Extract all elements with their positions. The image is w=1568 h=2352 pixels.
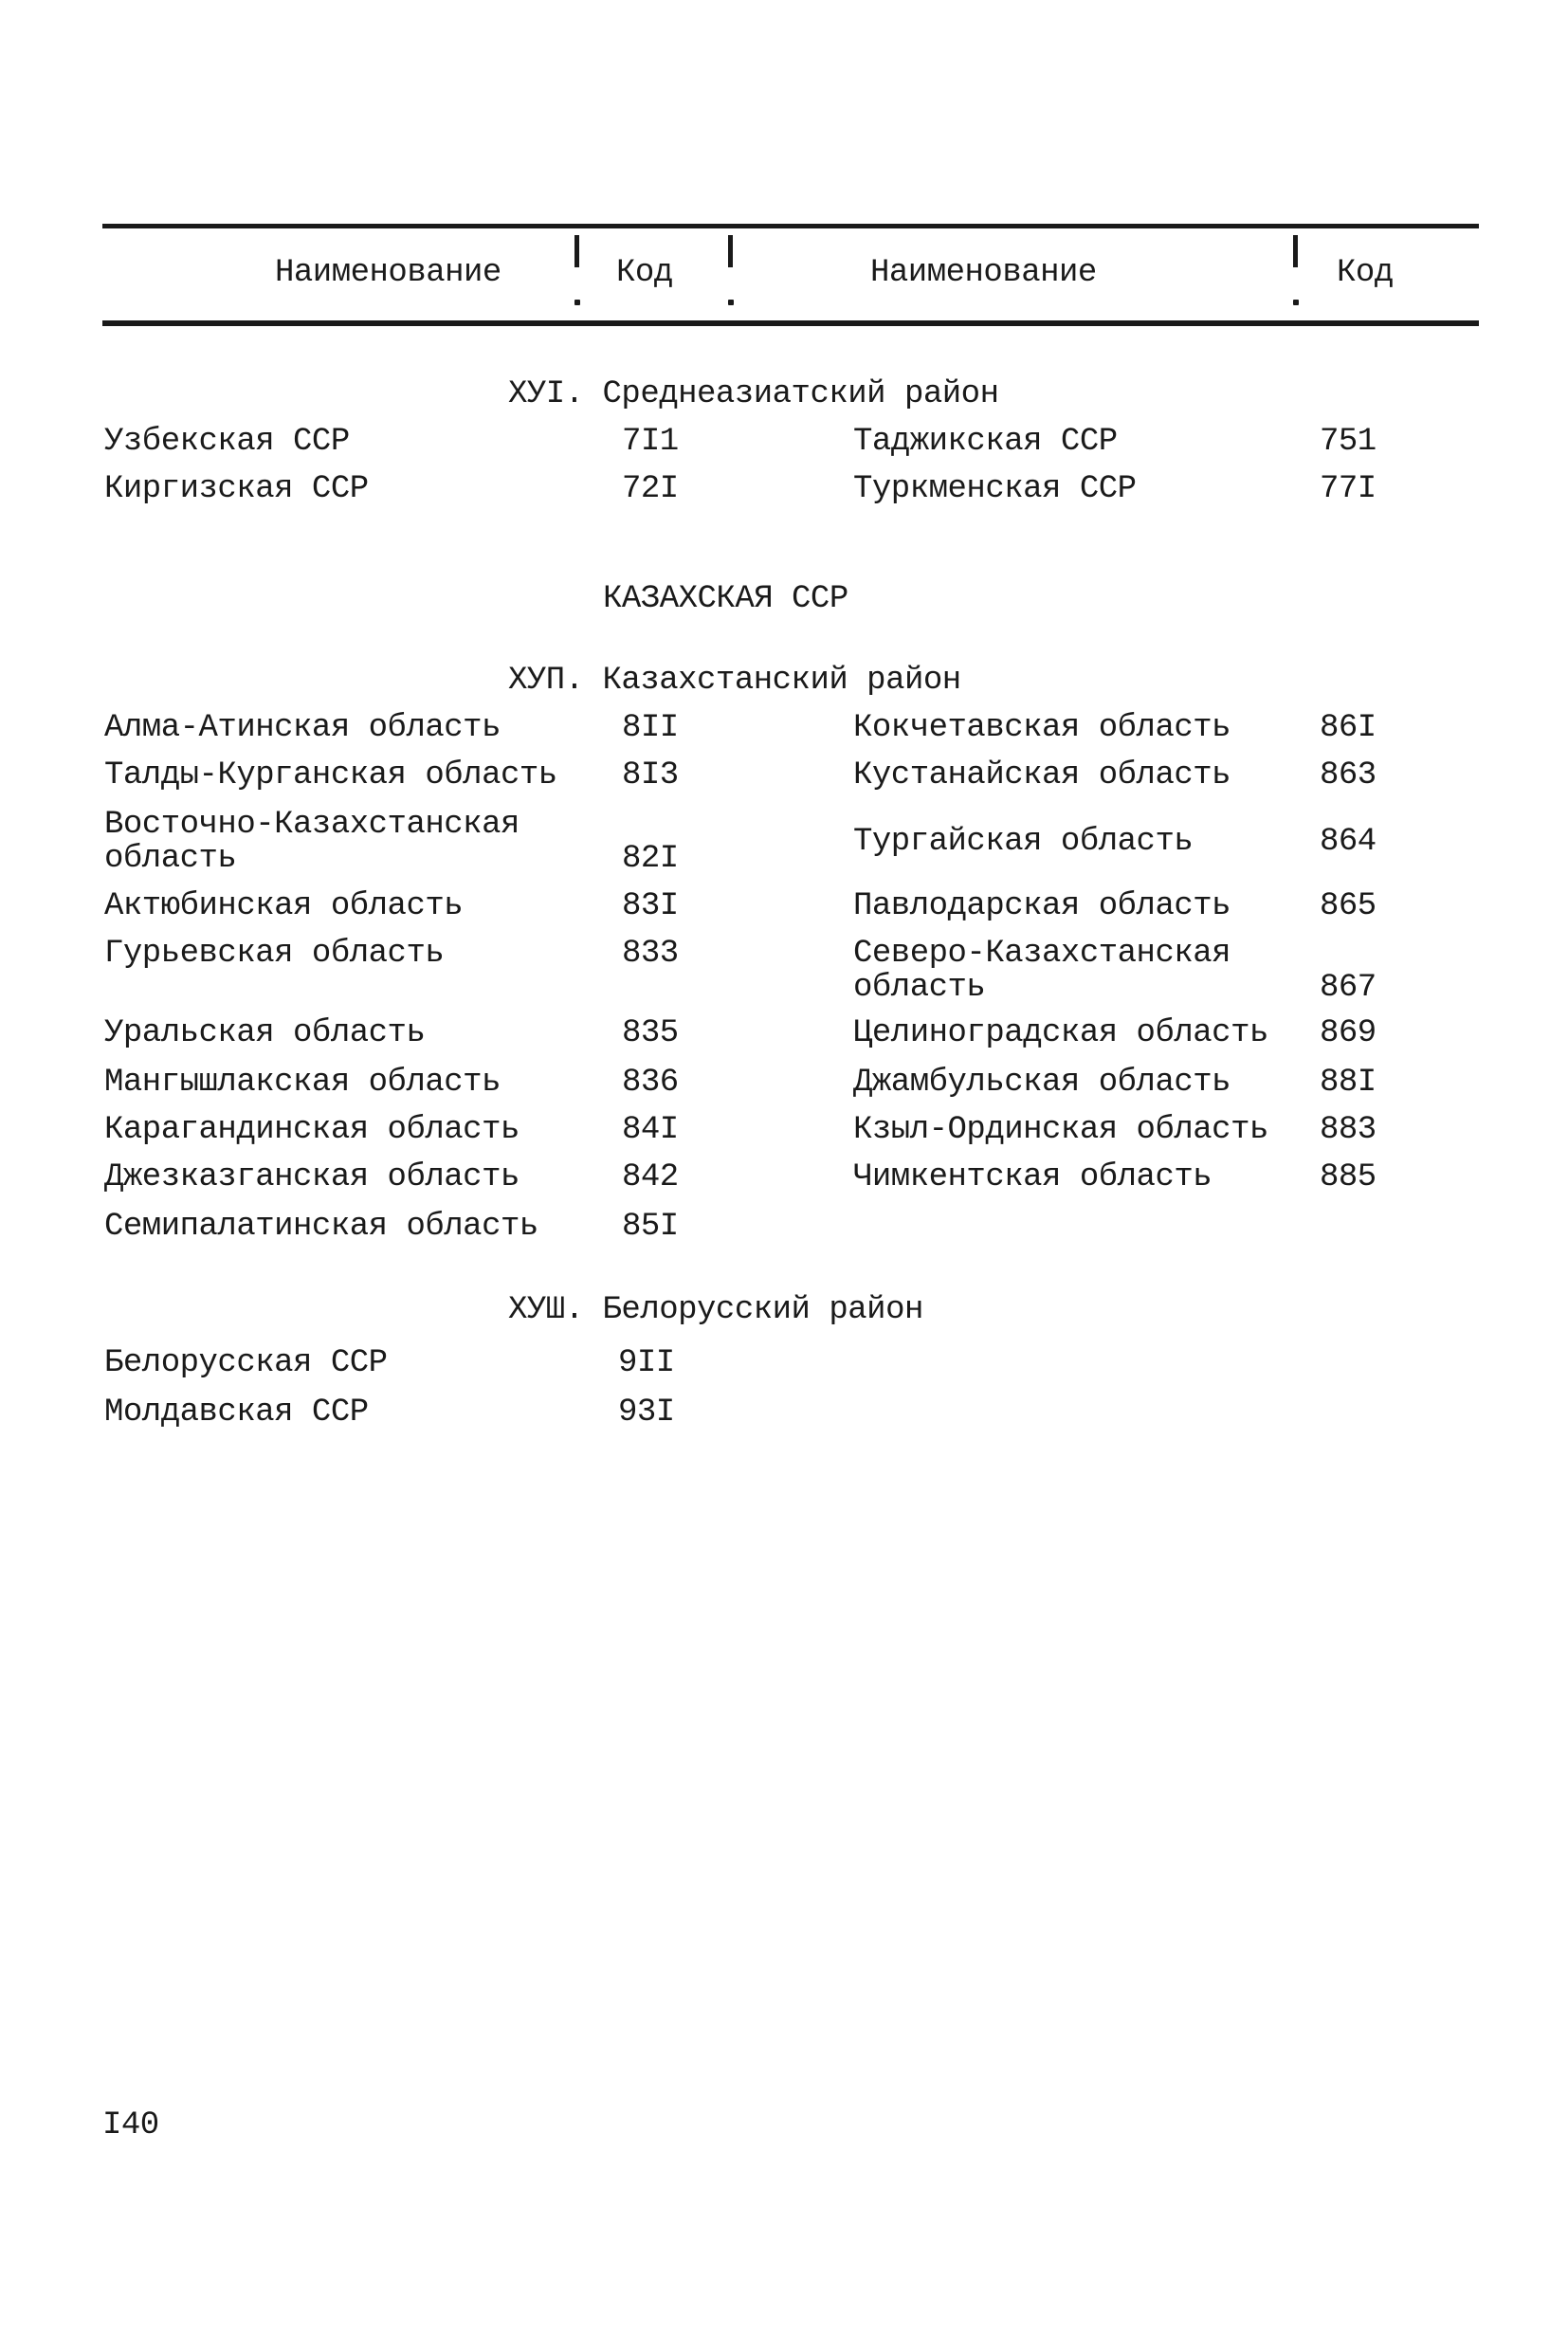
row-right-name: Северо-Казахстанская [853,936,1231,972]
section-title-central-asian: ХУI. Среднеазиатский район [508,376,999,412]
row-right-code: 86I [1320,710,1377,746]
row-left-name: Мангышлакская область [104,1065,501,1101]
row-left-code: 835 [622,1015,679,1051]
header-top-rule [102,224,1479,228]
row-right-name: Тургайская область [853,824,1194,860]
row-right-name: Павлодарская область [853,888,1231,924]
col-separator-3 [1293,235,1298,267]
row-left-name: Узбекская ССР [104,424,350,460]
section-title-kazakhstan: ХУП. Казахстанский район [508,663,961,699]
row-left-code: 7I1 [622,424,679,460]
row-right-code: 88I [1320,1065,1377,1101]
row-left-code: 836 [622,1065,679,1101]
row-left-code: 9II [618,1345,675,1381]
row-right-code: 883 [1320,1112,1377,1148]
row-left-code: 833 [622,936,679,972]
row-left-code: 84I [622,1112,679,1148]
row-left-name: Актюбинская область [104,888,464,924]
row-right-name-continued: область [853,970,986,1006]
row-left-name: Молдавская ССР [104,1395,369,1431]
row-right-name: Таджикская ССР [853,424,1118,460]
row-left-name: Карагандинская область [104,1112,520,1148]
row-right-name: Кзыл-Ординская область [853,1112,1268,1148]
header-name-col-2: Наименование [870,255,1097,291]
row-right-name: Чимкентская область [853,1159,1212,1195]
row-left-name: Джезказганская область [104,1159,520,1195]
header-bottom-rule [102,320,1479,326]
row-left-code: 85I [622,1209,679,1245]
row-right-name: Кокчетавская область [853,710,1231,746]
row-right-code: 885 [1320,1159,1377,1195]
row-left-name: Киргизская ССР [104,471,369,507]
row-left-name: Алма-Атинская область [104,710,501,746]
row-right-code: 77I [1320,471,1377,507]
header-code-col-1: Код [616,255,673,291]
header-name-col-1: Наименование [275,255,501,291]
row-left-code: 83I [622,888,679,924]
row-left-name: Гурьевская область [104,936,445,972]
row-left-name: Белорусская ССР [104,1345,388,1381]
row-left-code: 842 [622,1159,679,1195]
section-title-belorussian: ХУШ. Белорусский район [508,1292,923,1328]
row-right-code: 867 [1320,970,1377,1006]
row-right-code: 751 [1320,424,1377,460]
row-right-name: Кустанайская область [853,757,1231,793]
row-right-name: Туркменская ССР [853,471,1137,507]
row-left-code: 72I [622,471,679,507]
header-code-col-2: Код [1337,255,1394,291]
row-left-code: 93I [618,1395,675,1431]
row-right-code: 864 [1320,824,1377,860]
row-right-code: 865 [1320,888,1377,924]
col-separator-1-dot [574,300,580,305]
row-left-code: 8I3 [622,757,679,793]
row-left-name: Семипалатинская область [104,1209,538,1245]
row-left-name: Талды-Курганская область [104,757,557,793]
row-left-name: Восточно-Казахстанская [104,807,520,843]
col-separator-2-dot [728,300,734,305]
row-right-code: 869 [1320,1015,1377,1051]
row-right-name: Джамбульская область [853,1065,1231,1101]
row-left-name: Уральская область [104,1015,426,1051]
row-left-code: 8II [622,710,679,746]
col-separator-1 [574,235,579,267]
col-separator-2 [728,235,733,267]
row-right-code: 863 [1320,757,1377,793]
col-separator-3-dot [1293,300,1299,305]
row-left-name-continued: область [104,841,237,877]
section-title-kazakh-ssr: КАЗАХСКАЯ ССР [603,581,848,617]
row-right-name: Целиноградская область [853,1015,1268,1051]
row-left-code: 82I [622,841,679,877]
page-number: I40 [102,2107,159,2143]
